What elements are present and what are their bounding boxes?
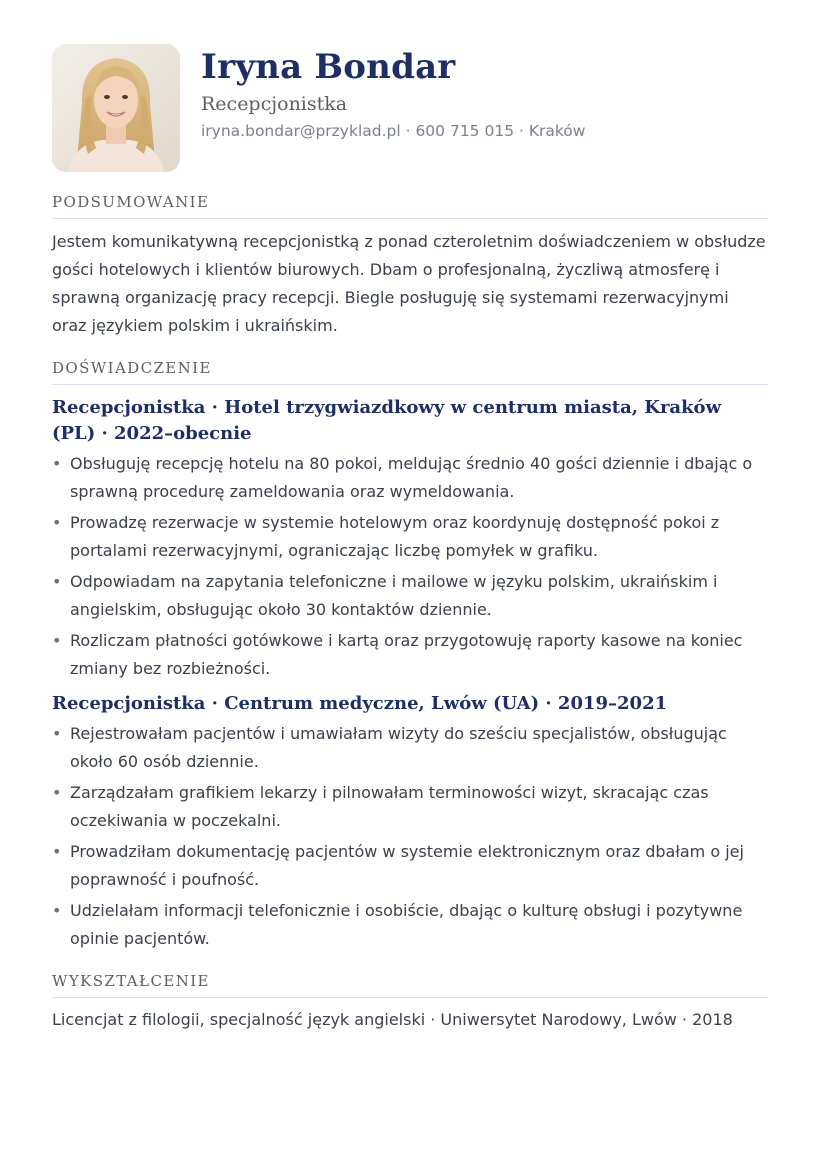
job-role: Recepcjonistka <box>201 93 348 115</box>
education-entry: Licencjat z filologii, specjalność język angielski · Uniwersytet Narodowy, Lwów · 2018 <box>52 1010 733 1029</box>
list-item: • Rejestrowałam pacjentów i umawiałam wizyty do sześciu specjalistów, obsługując około 60 osób dziennie. <box>52 720 768 776</box>
job-title: Recepcjonistka · Hotel trzygwiazdkowy w centrum miasta, Kraków (PL) · 2022–obecnie <box>52 397 722 444</box>
summary-section <box>52 192 768 340</box>
full-name: Iryna Bondar <box>201 47 456 87</box>
experience-section <box>52 358 768 953</box>
list-item: • Zarządzałam grafikiem lekarzy i pilnowałam terminowości wizyt, skracając czas oczekiwania w poczekalni. <box>52 779 768 835</box>
job-title: Recepcjonistka · Centrum medyczne, Lwów (UA) · 2019–2021 <box>52 693 668 714</box>
job-entry <box>52 691 768 953</box>
summary-text: Jestem komunikatywną recepcjonistką z ponad czteroletnim doświadczeniem w obsłudze gości hotelowych i klientów biurowych. Dbam o profesjonalną, życzliwą atmosferę i sprawną organizację pracy recepcji. Biegle posługuję się systemami rezerwacyjnymi oraz językiem polskim i ukraińskim. <box>52 232 766 335</box>
list-item: • Odpowiadam na zapytania telefoniczne i mailowe w języku polskim, ukraińskim i angielskim, obsługując około 30 kontaktów dziennie. <box>52 568 768 624</box>
job-entry <box>52 395 768 683</box>
header-text <box>201 44 585 141</box>
job-bullets <box>52 450 768 683</box>
section-title-summary: PODSUMOWANIE <box>52 192 768 219</box>
list-item: • Prowadziłam dokumentację pacjentów w systemie elektronicznym oraz dbałam o jej poprawność i poufność. <box>52 838 768 894</box>
list-item: • Prowadzę rezerwacje w systemie hotelowym oraz koordynuję dostępność pokoi z portalami rezerwacyjnymi, ograniczając liczbę pomyłek w grafiku. <box>52 509 768 565</box>
section-title-education: WYKSZTAŁCENIE <box>52 971 768 998</box>
list-item: • Rozliczam płatności gotówkowe i kartą oraz przygotowuję raporty kasowe na koniec zmiany bez rozbieżności. <box>52 627 768 683</box>
section-title-experience: DOŚWIADCZENIE <box>52 358 768 385</box>
job-bullets <box>52 720 768 953</box>
list-item: • Udzielałam informacji telefonicznie i osobiście, dbając o kulturę obsługi i pozytywne opinie pacjentów. <box>52 897 768 953</box>
list-item: • Obsługuję recepcję hotelu na 80 pokoi, meldując średnio 40 gości dziennie i dbając o sprawną procedurę zameldowania oraz wymeldowania. <box>52 450 768 506</box>
contact-line: iryna.bondar@przyklad.pl · 600 715 015 · Kraków <box>201 122 586 140</box>
profile-photo <box>52 44 180 172</box>
education-section <box>52 971 768 1034</box>
resume-header <box>52 44 768 172</box>
